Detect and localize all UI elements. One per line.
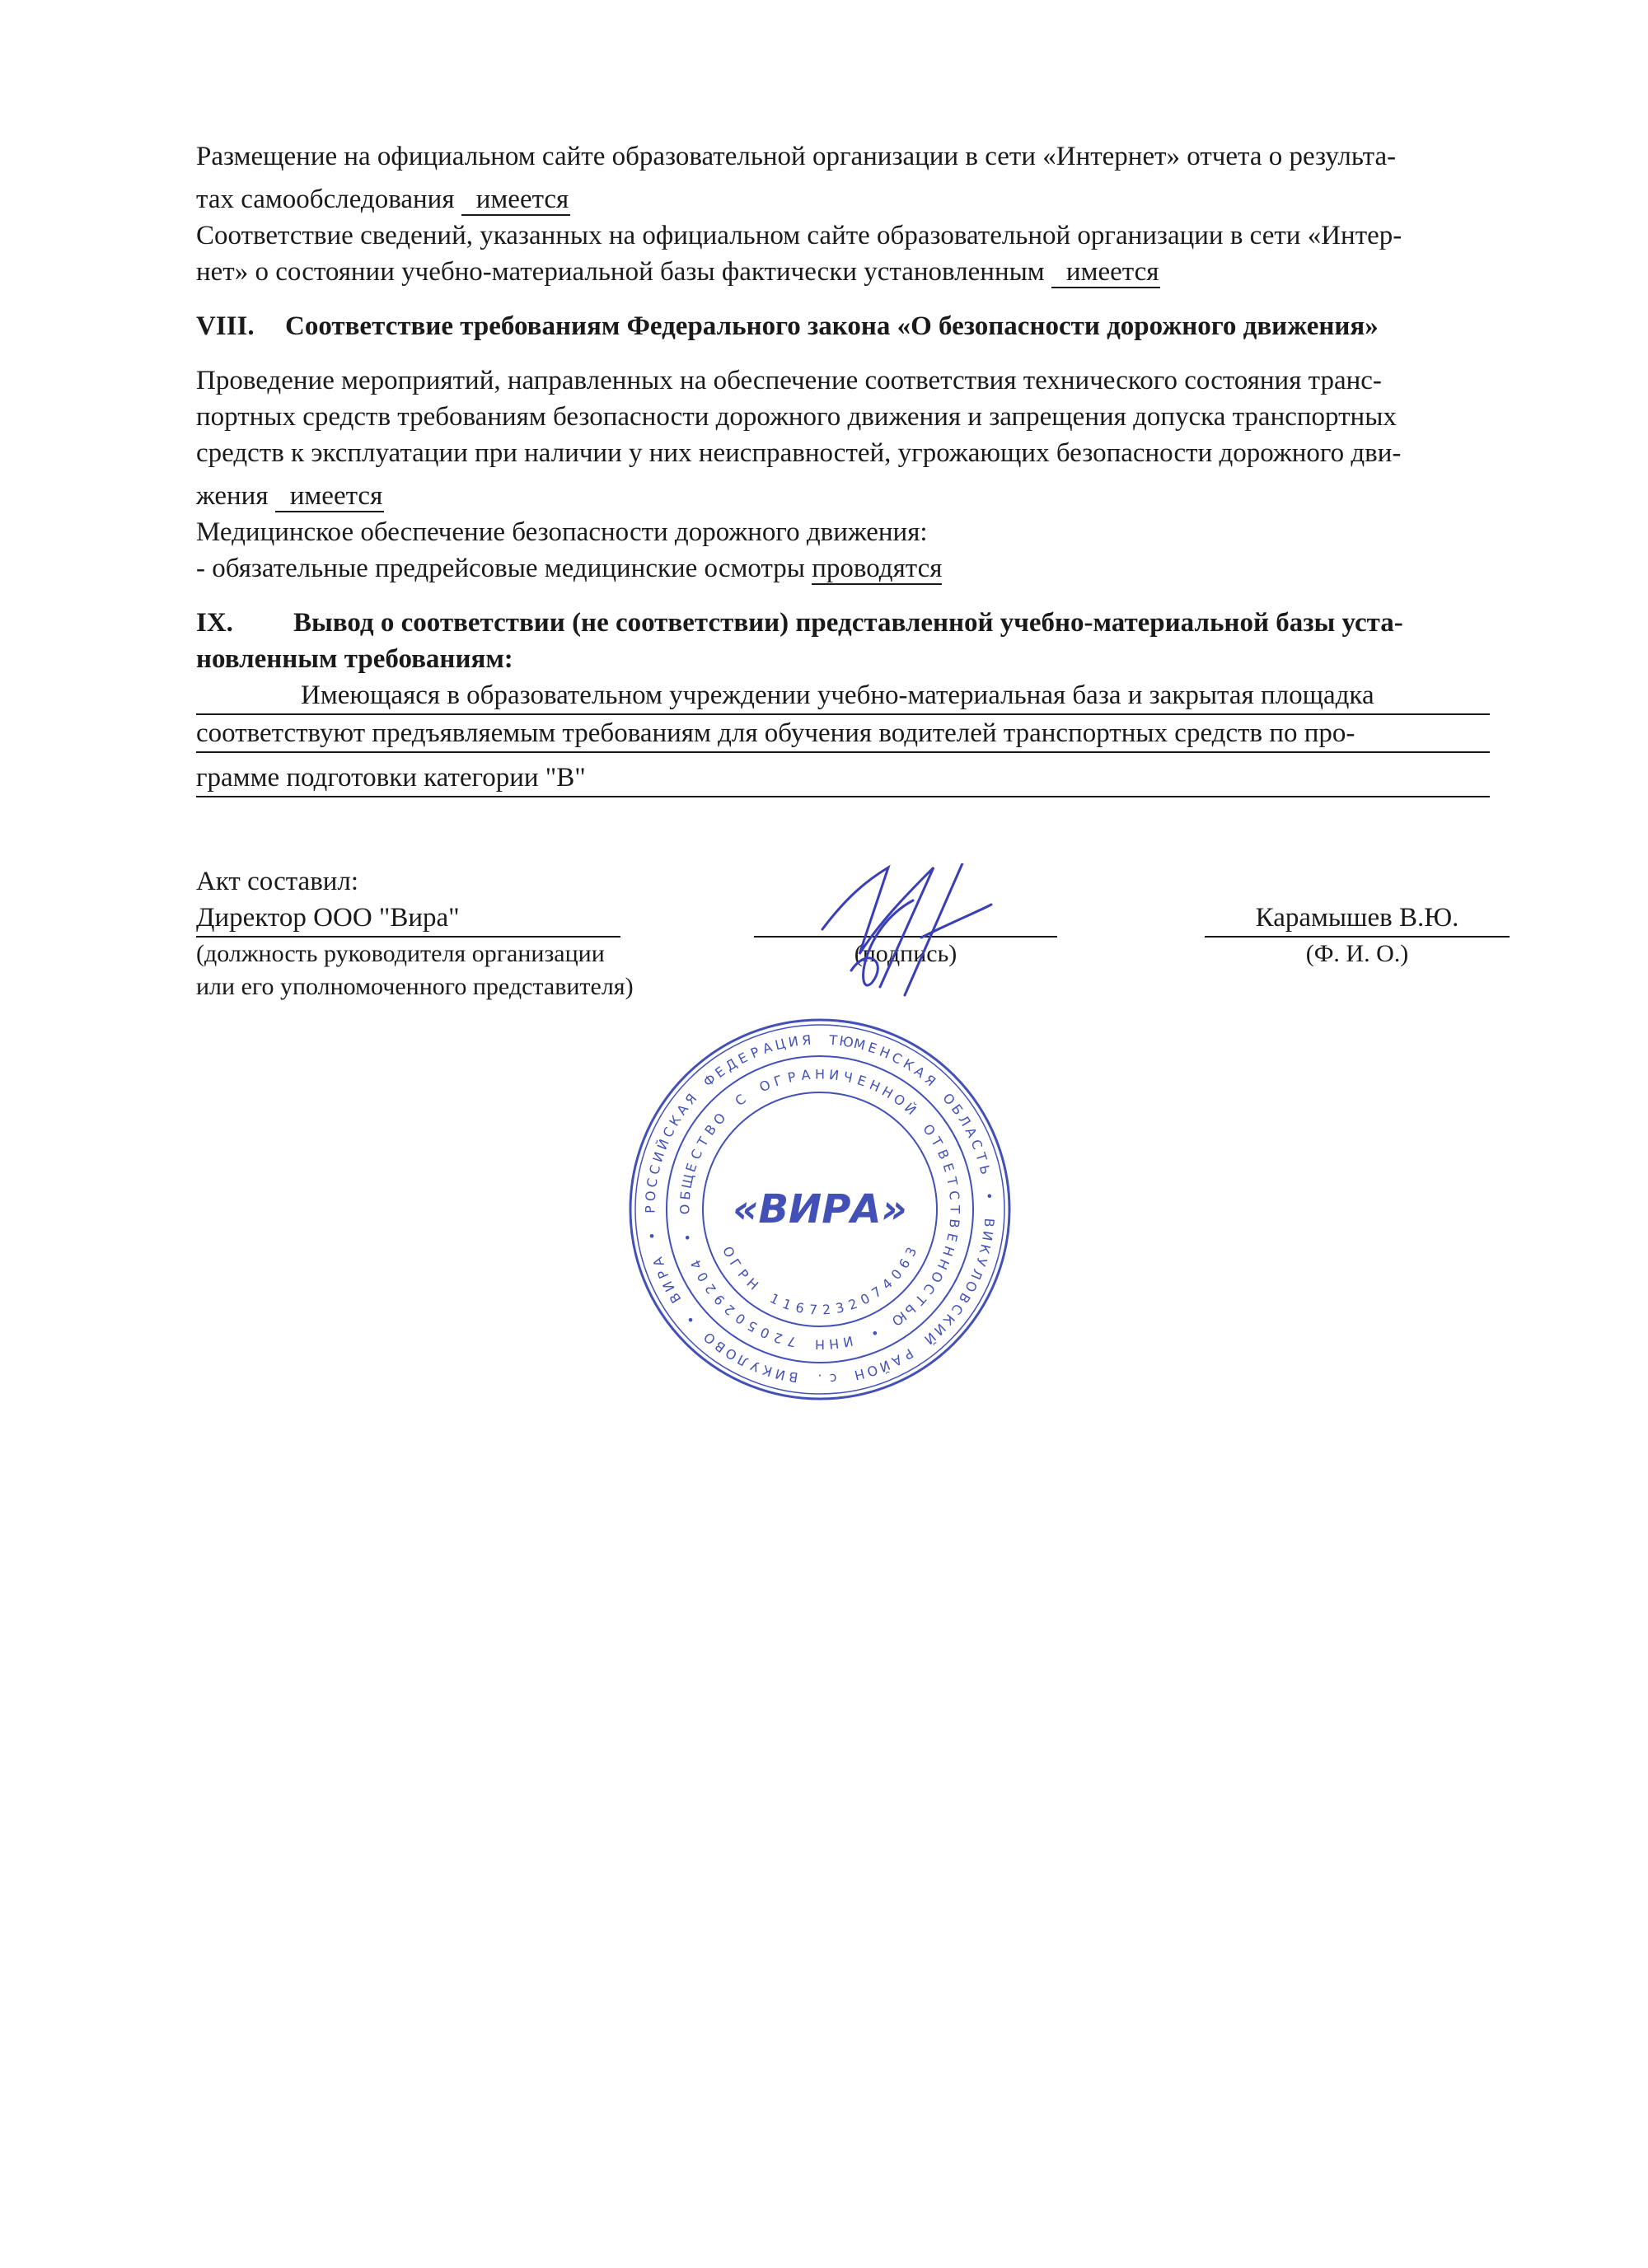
- stamp-letter: Н: [828, 1335, 840, 1353]
- stamp-letter: И: [841, 1332, 854, 1350]
- stamp-letter: •: [679, 1232, 696, 1243]
- stamp-letter: С: [659, 1125, 678, 1140]
- company-stamp: [622, 1012, 1018, 1407]
- stamp-letter: С: [967, 1137, 986, 1152]
- stamp-letter: Л: [734, 1351, 751, 1370]
- paragraph-line: жения имеется: [196, 481, 383, 511]
- stamp-letter: Ф: [700, 1070, 719, 1091]
- stamp-letter: Н: [814, 1336, 826, 1353]
- stamp-letter: Г: [771, 1072, 784, 1090]
- conclusion-line: грамме подготовки категории "В": [196, 760, 1490, 797]
- stamp-letter: 9: [710, 1291, 728, 1308]
- stamp-letter: 0: [887, 1265, 906, 1283]
- field-value: имеется: [1051, 257, 1161, 288]
- stamp-letter: Р: [901, 1344, 916, 1363]
- stamp-letter: О: [709, 1110, 729, 1129]
- field-value: проводятся: [812, 554, 943, 583]
- stamp-letter: Р: [748, 1044, 762, 1062]
- stamp-letter: 2: [771, 1329, 785, 1347]
- stamp-letter: Щ: [678, 1172, 697, 1190]
- stamp-letter: Н: [877, 1043, 892, 1062]
- stamp-letter: Й: [653, 1137, 672, 1153]
- stamp-letter: 3: [834, 1299, 846, 1316]
- section-ix: [196, 605, 1546, 797]
- stamp-letter: В: [787, 1368, 799, 1386]
- stamp-letter: Я: [921, 1071, 939, 1090]
- stamp-letter: •: [644, 1231, 661, 1242]
- stamp-letter: .: [817, 1371, 822, 1387]
- stamp-letter: Д: [723, 1055, 740, 1074]
- stamp-letter: 7: [808, 1301, 818, 1318]
- stamp-letter: 0: [694, 1269, 712, 1285]
- stamp-letter: 1: [767, 1290, 782, 1308]
- stamp-letter: Е: [865, 1039, 879, 1057]
- conclusion-line: Имеющаяся в образовательном учреждении учебно-материальная база и закрытая площадка: [196, 677, 1490, 715]
- stamp-letter: Р: [734, 1266, 752, 1283]
- section-viii: [196, 308, 1546, 587]
- stamp-letter: А: [889, 1351, 905, 1370]
- stamp-letter: С: [687, 1147, 706, 1162]
- stamp-letter: Ь: [901, 1301, 920, 1319]
- stamp-letter: Н: [867, 1077, 883, 1096]
- section-heading: новленным требованиям:: [196, 644, 513, 674]
- stamp-letter: 2: [846, 1295, 859, 1313]
- stamp-letter: Ч: [841, 1069, 854, 1087]
- stamp-letter: Ю: [888, 1307, 910, 1330]
- stamp-letter: И: [828, 1066, 840, 1083]
- stamp-letter: И: [659, 1278, 678, 1295]
- stamp-letter: А: [649, 1255, 667, 1269]
- stamp-letter: 7: [785, 1333, 798, 1350]
- stamp-letter: •: [868, 1324, 882, 1342]
- stamp-letter: К: [666, 1112, 685, 1129]
- stamp-letter: с: [829, 1370, 838, 1387]
- paragraph-line: Проведение мероприятий, направленных на обеспечение соответствия технического состояния транс-: [196, 366, 1382, 395]
- stamp-letter: Г: [726, 1256, 744, 1272]
- stamp-letter: •: [682, 1312, 700, 1328]
- stamp-letter: 2: [721, 1301, 738, 1319]
- stamp-letter: Н: [814, 1066, 826, 1083]
- stamp-letter: 7: [868, 1283, 885, 1302]
- stamp-letter: О: [920, 1120, 939, 1139]
- section-vii-continuation: [196, 138, 1546, 290]
- stamp-letter: Я: [801, 1031, 812, 1049]
- stamp-letter: 0: [858, 1290, 873, 1308]
- stamp-letter: С: [946, 1190, 963, 1201]
- position-caption: или его уполномоченного представителя): [196, 973, 634, 1000]
- stamp-letter: Н: [934, 1256, 953, 1273]
- stamp-letter: О: [864, 1361, 880, 1380]
- stamp-letter: О: [700, 1329, 719, 1348]
- position-caption: (должность руководителя организации: [196, 940, 605, 967]
- stamp-letter: Т: [928, 1134, 946, 1149]
- stamp-letter: 1: [780, 1295, 794, 1313]
- stamp-letter: 6: [895, 1256, 914, 1272]
- stamp-letter: Т: [828, 1031, 838, 1049]
- stamp-letter: О: [939, 1090, 958, 1109]
- stamp-letter: О: [927, 1268, 947, 1286]
- stamp-letter: А: [962, 1125, 981, 1140]
- stamp-letter: Б: [948, 1101, 967, 1118]
- stamp-letter: Й: [901, 1100, 920, 1119]
- stamp-letter: А: [911, 1063, 929, 1082]
- stamp-letter: В: [666, 1289, 685, 1307]
- stamp-letter: В: [934, 1147, 953, 1162]
- stamp-letter: Т: [694, 1134, 712, 1149]
- stamp-letter: Й: [921, 1329, 939, 1348]
- stamp-letter: В: [946, 1218, 963, 1229]
- stamp-letter: А: [761, 1039, 775, 1057]
- stamp-letter: О: [962, 1278, 981, 1295]
- stamp-letter: Б: [677, 1190, 694, 1201]
- signature-column: [754, 936, 1057, 970]
- stamp-letter: И: [773, 1365, 787, 1383]
- stamp-letter: Е: [854, 1072, 868, 1090]
- stamp-letter: Т: [972, 1150, 990, 1163]
- name-caption: (Ф. И. О.): [1305, 940, 1409, 967]
- stamp-letter: 6: [794, 1299, 806, 1316]
- stamp-letter: 4: [878, 1275, 896, 1293]
- stamp-letter: Л: [967, 1266, 986, 1282]
- stamp-letter: 0: [732, 1310, 749, 1328]
- stamp-letter: 3: [901, 1244, 920, 1260]
- paragraph-line: Медицинское обеспечение безопасности дорожного движения:: [196, 517, 928, 547]
- document-body: [196, 138, 1546, 1407]
- stamp-letter: У: [972, 1256, 990, 1269]
- position-value: Директор ООО "Вира": [196, 903, 460, 933]
- stamp-letter: И: [979, 1229, 996, 1242]
- stamp-letter: Я: [681, 1090, 700, 1108]
- stamp-letter: Е: [735, 1049, 751, 1068]
- stamp-letter: И: [787, 1033, 800, 1050]
- stamp-letter: К: [976, 1242, 994, 1256]
- stamp-letter: Ь: [976, 1163, 994, 1176]
- stamp-letter: Р: [654, 1267, 672, 1281]
- stamp-letter: В: [711, 1337, 728, 1356]
- field-value: имеется: [461, 185, 571, 216]
- stamp-letter: 0: [757, 1324, 772, 1342]
- paragraph-line: средств к эксплуатации при наличии у них неисправностей, угрожающих безопасности дорожного дви-: [196, 438, 1402, 468]
- stamp-letter: 2: [822, 1301, 831, 1318]
- stamp-letter: С: [644, 1176, 661, 1189]
- stamp-letter: О: [723, 1344, 740, 1363]
- section-heading: VIII. Соответствие требованиям Федерального закона «О безопасности дорожного движения»: [196, 311, 1379, 341]
- stamp-letter: У: [748, 1357, 762, 1375]
- paragraph-line: тах самообследования имеется: [196, 185, 569, 214]
- stamp-letter: Н: [743, 1274, 762, 1293]
- paragraph-line: портных средств требованиям безопасности дорожного движения и запрещения допуска транспортных: [196, 402, 1397, 432]
- stamp-letter: М: [852, 1035, 868, 1054]
- stamp-letter: К: [900, 1055, 917, 1074]
- paragraph-line: Размещение на официальном сайте образовательной организации в сети «Интернет» отчета о результа-: [196, 142, 1397, 171]
- stamp-letter: 2: [701, 1280, 719, 1298]
- stamp-letter: Е: [939, 1161, 957, 1175]
- stamp-letter: С: [889, 1049, 905, 1068]
- stamp-letter: С: [732, 1091, 749, 1110]
- stamp-center-text: «ВИРА»: [733, 1186, 907, 1232]
- stamp-letter: Е: [943, 1232, 961, 1244]
- stamp-letter: А: [673, 1101, 692, 1118]
- stamp-letter: О: [890, 1090, 909, 1110]
- stamp-letter: Е: [712, 1063, 728, 1081]
- stamp-letter: О: [642, 1190, 659, 1202]
- stamp-letter: В: [981, 1217, 998, 1228]
- paragraph-line: нет» о состоянии учебно-материальной базы фактически установленным имеется: [196, 257, 1159, 287]
- stamp-letter: Н: [853, 1365, 867, 1383]
- stamp-letter: С: [920, 1280, 939, 1298]
- stamp-letter: Т: [943, 1176, 961, 1187]
- stamp-letter: Р: [786, 1069, 798, 1086]
- field-value: имеется: [275, 481, 385, 512]
- stamp-letter: В: [955, 1289, 974, 1307]
- stamp-letter: В: [701, 1121, 720, 1139]
- composed-label: Акт составил:: [196, 867, 359, 896]
- stamp-letter: С: [948, 1300, 967, 1318]
- stamp-letter: 5: [744, 1317, 761, 1335]
- stamp-letter: И: [930, 1320, 949, 1339]
- stamp-letter: Н: [879, 1083, 896, 1102]
- stamp-letter: К: [939, 1311, 958, 1329]
- name-column: [1205, 900, 1510, 970]
- stamp-letter: С: [646, 1163, 664, 1176]
- name-value: Карамышев В.Ю.: [1255, 903, 1459, 933]
- stamp-graphic: [622, 1012, 1018, 1407]
- stamp-letter: О: [677, 1204, 693, 1215]
- paragraph-line: - обязательные предрейсовые медицинские осмотры проводятся: [196, 554, 943, 583]
- stamp-letter: Л: [955, 1112, 974, 1129]
- conclusion-line: соответствуют предъявляемым требованиям для обучения водителей транспортных средств по про-: [196, 715, 1490, 753]
- stamp-letter: К: [760, 1362, 775, 1380]
- stamp-letter: Т: [911, 1291, 929, 1308]
- stamp-letter: Й: [877, 1357, 892, 1376]
- section-heading: IX. Вывод о соответствии (не соответствии) представленной учебно-материальной базы уста-: [196, 608, 1403, 638]
- stamp-letter: Н: [939, 1244, 957, 1259]
- signoff: [196, 863, 1546, 1003]
- stamp-letter: Е: [682, 1161, 700, 1175]
- stamp-letter: •: [981, 1191, 998, 1201]
- stamp-letter: О: [719, 1243, 738, 1260]
- position-column: [196, 863, 723, 1003]
- signature-caption: (подпись): [854, 940, 957, 967]
- stamp-letter: Р: [642, 1205, 658, 1213]
- stamp-letter: Ц: [773, 1036, 788, 1054]
- stamp-letter: Ю: [838, 1032, 855, 1051]
- stamp-letter: О: [756, 1076, 773, 1096]
- paragraph-line: Соответствие сведений, указанных на официальном сайте образовательной организации в сети «Интер-: [196, 221, 1402, 250]
- stamp-letter: А: [800, 1066, 812, 1083]
- stamp-letter: Т: [947, 1205, 963, 1213]
- stamp-letter: И: [649, 1149, 667, 1164]
- stamp-letter: 4: [687, 1257, 705, 1272]
